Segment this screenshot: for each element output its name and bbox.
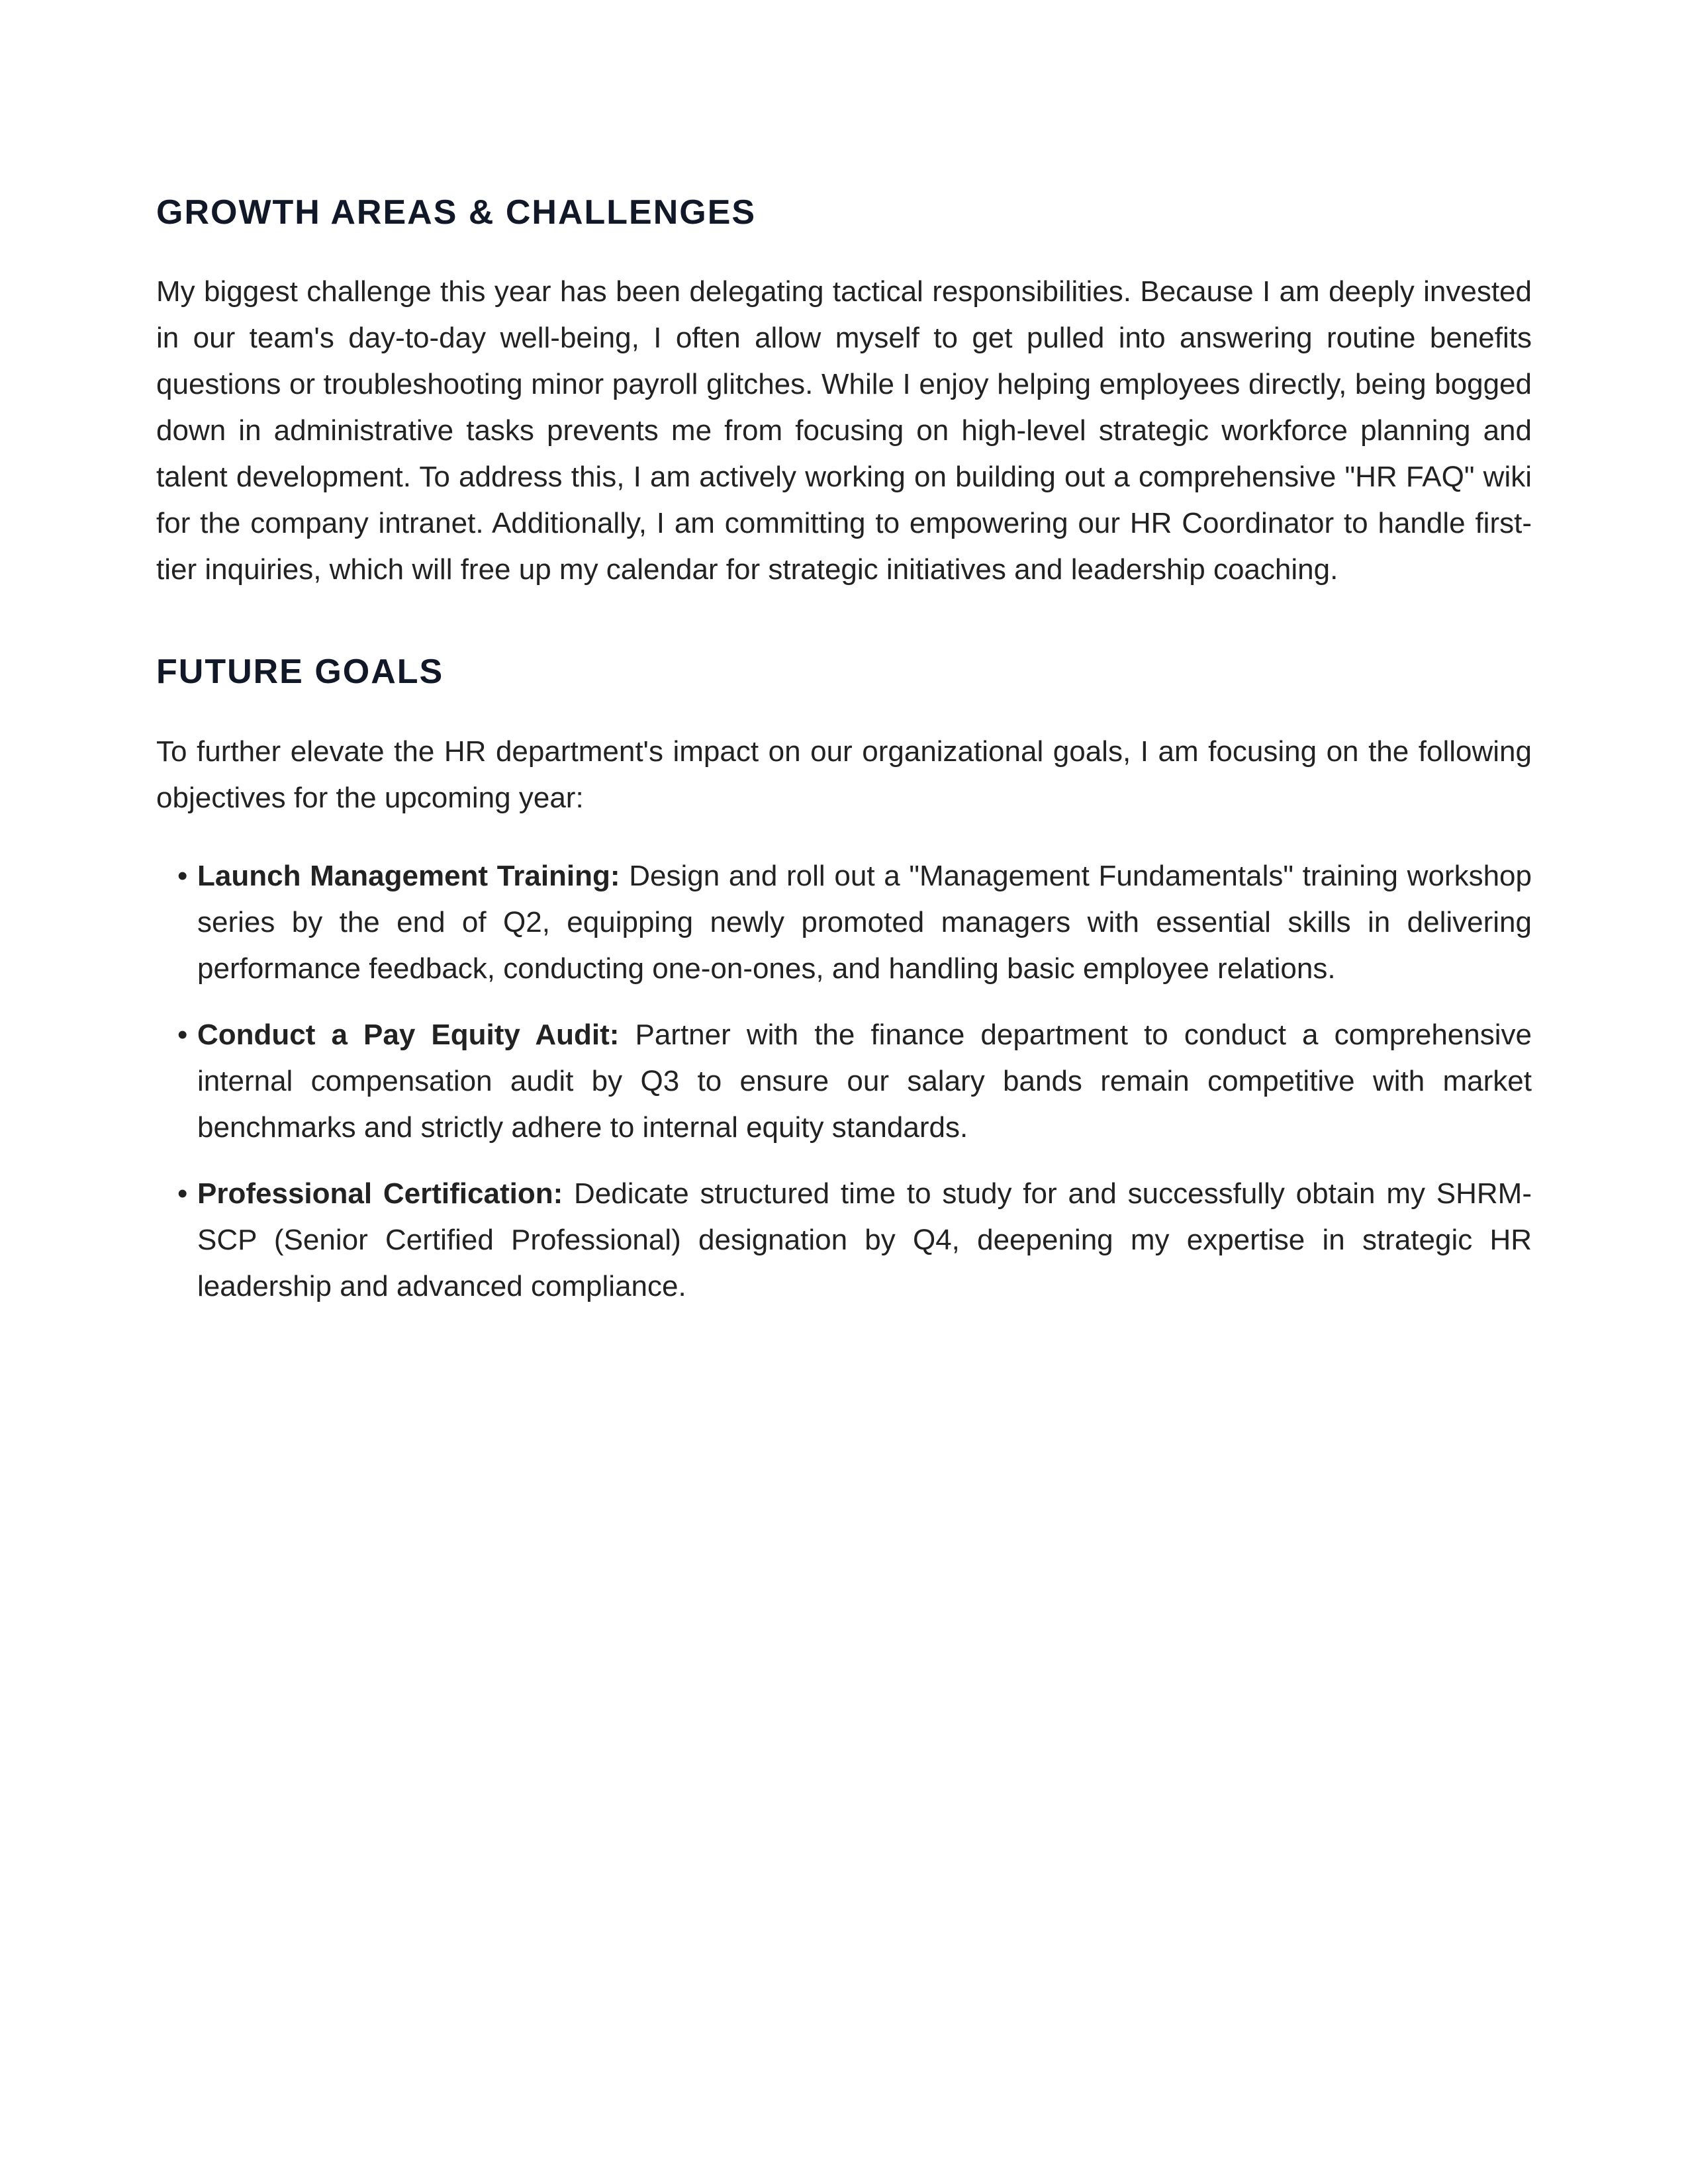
bullet-icon: •	[177, 1018, 188, 1051]
bullet-icon: •	[177, 859, 188, 892]
goals-list	[156, 853, 1532, 1310]
future-goals-intro: To further elevate the HR department's impact on our organizational goals, I am focusing on the following objectives for the upcoming year:	[156, 735, 1532, 814]
document-page	[156, 192, 1532, 1330]
goal-title: Launch Management Training:	[197, 859, 630, 892]
goal-item-pay-equity-audit	[156, 1012, 1532, 1151]
goal-text: Design and roll out a "Management Fundamentals" training workshop series by the end of Q2, equipping newly promoted managers with essential skills in delivering performance feedback, conducting one-on-ones, and handling basic employee relations.	[197, 859, 1532, 985]
future-goals-heading: FUTURE GOALS	[156, 653, 444, 692]
goal-title: Professional Certification:	[197, 1177, 575, 1210]
goal-text: Dedicate structured time to study for and successfully obtain my SHRM-SCP (Senior Certified Professional) designation by Q4, deepening my expertise in strategic HR leadership and advanced compliance.	[197, 1177, 1532, 1302]
goal-title: Conduct a Pay Equity Audit:	[197, 1018, 635, 1051]
bullet-icon: •	[177, 1177, 188, 1210]
growth-areas-heading: GROWTH AREAS & CHALLENGES	[156, 193, 757, 232]
growth-areas-paragraph: My biggest challenge this year has been delegating tactical responsibilities. Because I am deeply invested in our team's day-to-day well-being, I often allow myself to get pulled into answering routine benefits questions or troubleshooting minor payroll glitches. While I enjoy helping employees directly, being bogged down in administrative tasks prevents me from focusing on high-level strategic workforce planning and talent development. To address this, I am actively working on building out a comprehensive "HR FAQ" wiki for the company intranet. Additionally, I am committing to empowering our HR Coordinator to handle first-tier inquiries, which will free up my calendar for strategic initiatives and leadership coaching.	[156, 275, 1532, 586]
goal-text: Partner with the finance department to conduct a comprehensive internal compensation audit by Q3 to ensure our salary bands remain competitive with market benchmarks and strictly adhere to internal equity standards.	[197, 1018, 1532, 1144]
goal-item-management-training	[156, 853, 1532, 992]
goal-item-professional-certification	[156, 1171, 1532, 1310]
